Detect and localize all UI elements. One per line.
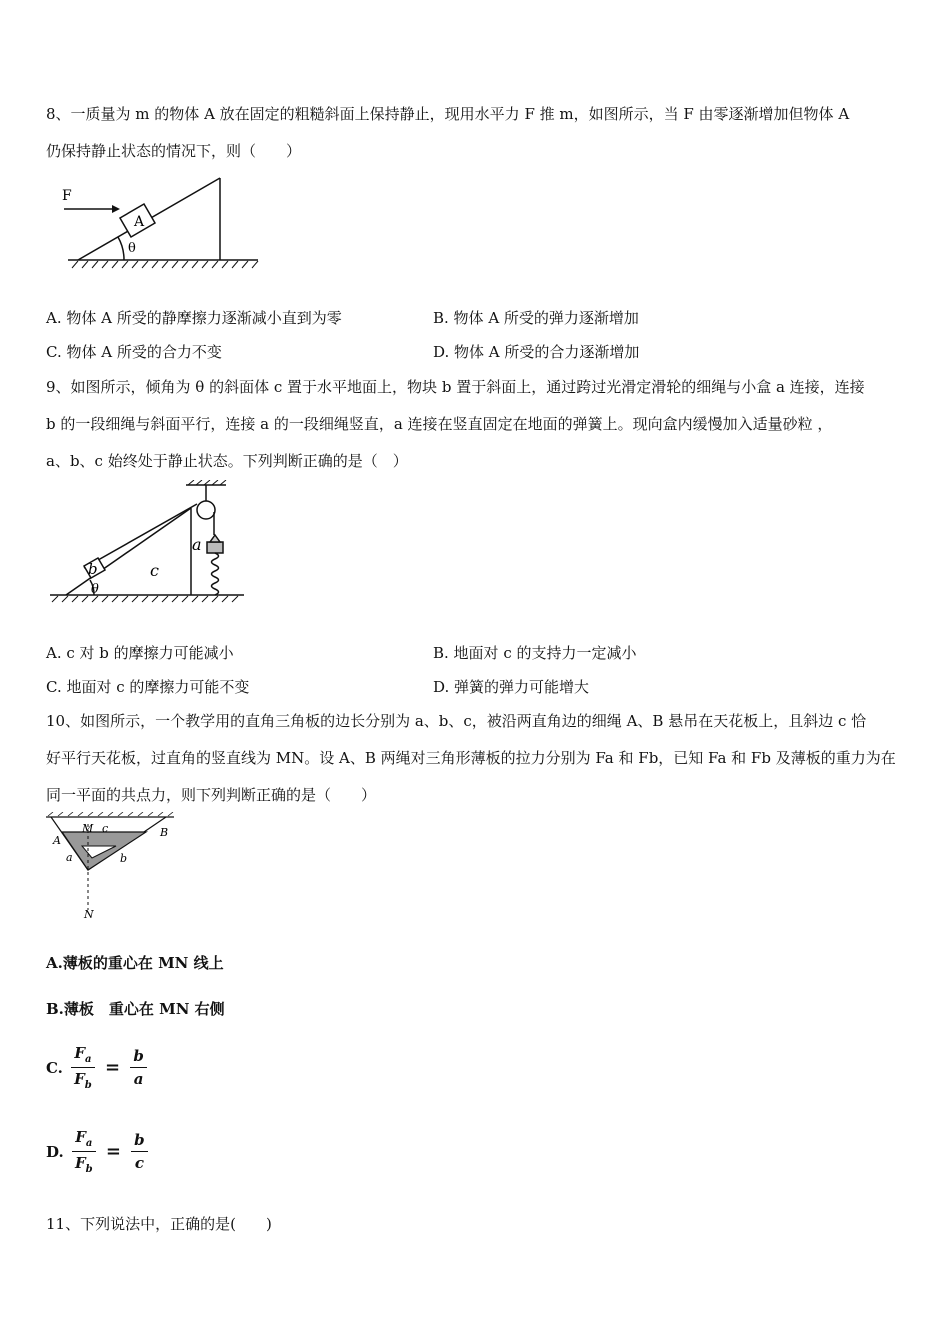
spring bbox=[212, 553, 219, 595]
q8-option-b[interactable]: B. 物体 A 所受的弹力逐渐增加 bbox=[433, 309, 639, 327]
q8-stem-line1: 8、一质量为 m 的物体 A 放在固定的粗糙斜面上保持静止，现用水平力 F 推 m，如图所示，当 F 由零逐渐增加但物体 A bbox=[46, 105, 850, 123]
q9-label-theta: θ bbox=[91, 582, 99, 597]
q9-stem-line1: 9、如图所示，倾角为 θ 的斜面体 c 置于水平地面上，物块 b 置于斜面上，通过跨过光滑定滑轮的细绳与小盒 a 连接，连接 bbox=[46, 378, 865, 396]
q9-label-b: b bbox=[88, 560, 98, 578]
q10-triangle-figure bbox=[46, 812, 176, 922]
q10-label-b-rope: B bbox=[160, 826, 169, 839]
q9-stem-line2: b 的一段细绳与斜面平行，连接 a 的一段细绳竖直，a 连接在竖直固定在地面的弹簧上。现向盒内缓慢加入适量砂粒 ， bbox=[46, 415, 833, 433]
q8-incline-figure bbox=[58, 172, 268, 272]
q10-option-a[interactable]: A.薄板的重心在 MN 线上 bbox=[46, 954, 224, 972]
q10-label-a-side: a bbox=[66, 851, 73, 864]
q9-stem-line3: a、b、c 始终处于静止状态。下列判断正确的是（ ） bbox=[46, 452, 408, 470]
q10-label-c-side: c bbox=[102, 822, 109, 835]
q9-label-a: a bbox=[192, 535, 202, 554]
q9-option-c[interactable]: C. 地面对 c 的摩擦力可能不变 bbox=[46, 678, 250, 696]
q9-option-b[interactable]: B. 地面对 c 的支持力一定减小 bbox=[433, 644, 637, 662]
q8-angle-label: θ bbox=[128, 241, 136, 256]
q10-stem-line2: 好平行天花板，过直角的竖直线为 MN。设 A、B 两绳对三角形薄板的拉力分别为 Fa 和 Fb，已知 Fa 和 Fb 及薄板的重力为在 bbox=[46, 749, 896, 767]
q11-stem-line1: 11、下列说法中，正确的是( ) bbox=[46, 1215, 272, 1233]
q8-option-a[interactable]: A. 物体 A 所受的静摩擦力逐渐减小直到为零 bbox=[46, 309, 342, 327]
q10-option-d[interactable] bbox=[46, 1128, 148, 1175]
q8-force-label: F bbox=[62, 188, 72, 204]
q10-option-d-lhs-fraction: $\frac{F_a}{F_b}$ bbox=[72, 1128, 96, 1175]
q8-stem-line2: 仍保持静止状态的情况下，则（ ） bbox=[46, 142, 302, 160]
q8-block-label: A bbox=[134, 214, 145, 230]
q9-pulley-figure bbox=[46, 480, 246, 605]
pulley bbox=[197, 501, 215, 519]
q9-option-d[interactable]: D. 弹簧的弹力可能增大 bbox=[433, 678, 590, 696]
q10-option-d-rhs-fraction: $\frac{b}{c}$ bbox=[131, 1131, 148, 1172]
box-a bbox=[207, 542, 223, 553]
q10-option-c[interactable] bbox=[46, 1044, 147, 1091]
q10-option-c-lhs-fraction: $\frac{F_a}{F_b}$ bbox=[71, 1044, 95, 1091]
angle-arc bbox=[118, 237, 124, 260]
q10-option-c-rhs-fraction: $\frac{b}{a}$ bbox=[130, 1047, 147, 1088]
q8-option-c[interactable]: C. 物体 A 所受的合力不变 bbox=[46, 343, 222, 361]
q10-label-n: N bbox=[84, 908, 94, 921]
q10-option-b[interactable]: B.薄板 重心在 MN 右侧 bbox=[46, 1000, 225, 1018]
q10-stem-line1: 10、如图所示，一个教学用的直角三角板的边长分别为 a、b、c，被沿两直角边的细绳 A、B 悬吊在天花板上，且斜边 c 恰 bbox=[46, 712, 867, 730]
q10-option-c-label: C. bbox=[46, 1058, 63, 1077]
q10-option-d-equals: = bbox=[105, 1141, 121, 1162]
q10-label-a-rope: A bbox=[53, 834, 61, 847]
q9-option-a[interactable]: A. c 对 b 的摩擦力可能减小 bbox=[46, 644, 234, 662]
q10-label-b-side: b bbox=[120, 852, 128, 865]
q10-label-m: M bbox=[82, 822, 94, 835]
q10-stem-line3: 同一平面的共点力，则下列判断正确的是（ ） bbox=[46, 786, 377, 804]
q9-label-c: c bbox=[150, 561, 159, 580]
incline-c bbox=[66, 508, 191, 595]
q10-option-c-equals: = bbox=[105, 1057, 121, 1078]
q10-option-d-label: D. bbox=[46, 1142, 64, 1161]
q8-option-d[interactable]: D. 物体 A 所受的合力逐渐增加 bbox=[433, 343, 640, 361]
